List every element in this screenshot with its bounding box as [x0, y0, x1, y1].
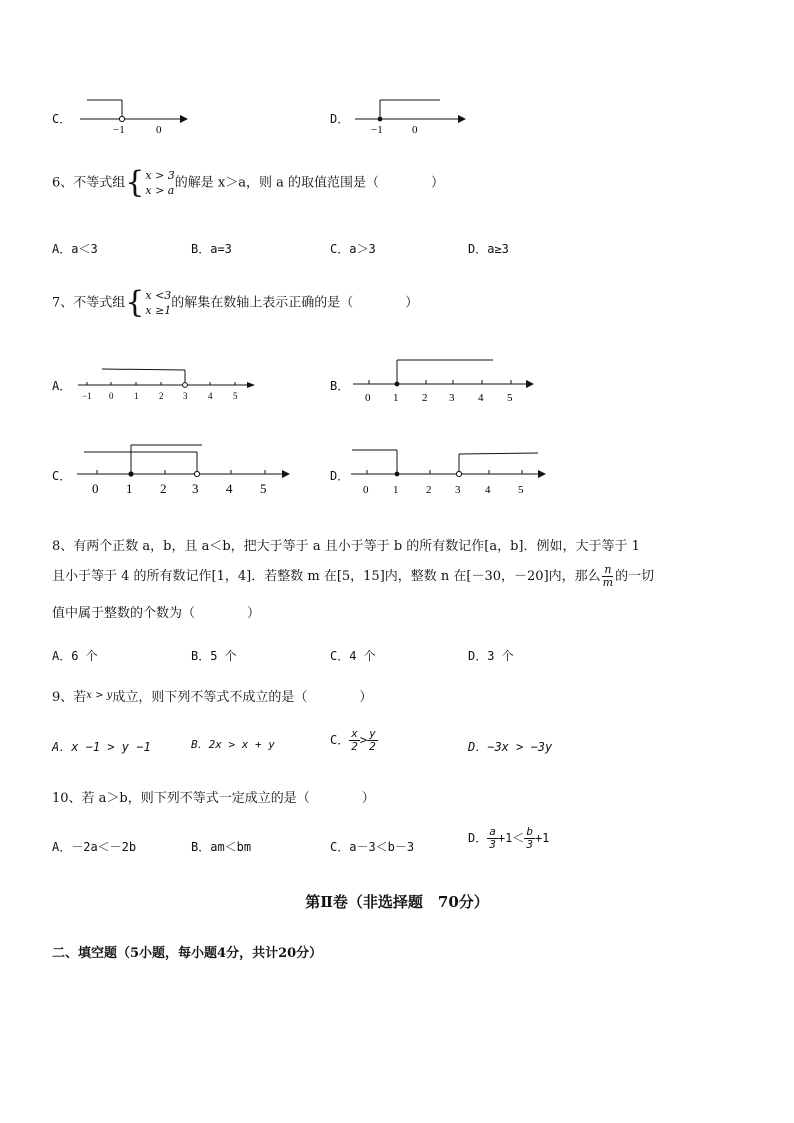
- q7b-tick-4: 4: [478, 392, 484, 404]
- q7c-tick-2: 2: [160, 481, 167, 496]
- q10-option-d-prefix: D．: [468, 831, 488, 845]
- q8-fraction-denominator: m: [602, 576, 614, 589]
- section2-part-title: 二、填空题（5小题，每小题4分，共计20分）: [52, 946, 323, 961]
- q8-line3: 值中属于整数的个数为（ ）: [52, 606, 261, 621]
- q7a-tick-2: 2: [159, 391, 164, 401]
- q5-d-tick-neg1: −1: [371, 124, 383, 136]
- q7-stem: [52, 285, 419, 320]
- q7a-tick-0: 0: [109, 391, 114, 401]
- q7d-tick-1: 1: [393, 484, 399, 496]
- q8-fraction: [601, 564, 615, 589]
- q7-option-c-number-line: [72, 438, 297, 498]
- q7-system: [145, 288, 171, 318]
- q7-option-b-label[interactable]: B．: [330, 379, 350, 393]
- q7-system-line1: x <3: [145, 289, 172, 302]
- q7-option-b-number-line: [348, 352, 543, 407]
- q7c-tick-4: 4: [226, 481, 233, 496]
- q7-option-a-label[interactable]: A．: [52, 379, 72, 393]
- q8-line2-suffix: 的一切: [615, 569, 655, 584]
- q7d-tick-5: 5: [518, 484, 524, 496]
- q7a-tick-5: 5: [233, 391, 238, 401]
- q8-option-b[interactable]: B．5 个: [191, 649, 237, 663]
- q8-option-a[interactable]: A．6 个: [52, 649, 98, 663]
- q7b-tick-3: 3: [449, 392, 455, 404]
- q7-system-line2: x ≥1: [145, 304, 172, 317]
- q5-option-c-number-line: [70, 92, 200, 137]
- q6-system-line1: x > 3: [145, 169, 175, 182]
- q8-option-d[interactable]: D．3 个: [468, 649, 514, 663]
- q7d-tick-4: 4: [485, 484, 491, 496]
- q7-stem-suffix: 的解集在数轴上表示正确的是（ ）: [171, 295, 419, 311]
- q9-stem-prefix: 9、若: [52, 690, 87, 705]
- q10-d-frac2: $\frac{b}{3}$: [526, 825, 533, 851]
- q7d-tick-0: 0: [363, 484, 369, 496]
- q8-line2-prefix: 且小于等于 4 的所有数记作[1，4]．若整数 m 在[5，15]内，整数 n 在[－30，－20]内，那么: [52, 569, 601, 584]
- q9-option-d[interactable]: D．−3x > −3y: [468, 740, 553, 754]
- q10-d-end: +1: [534, 831, 550, 845]
- q7b-tick-0: 0: [365, 392, 371, 404]
- q8-option-c[interactable]: C．4 个: [330, 649, 376, 663]
- q7b-tick-5: 5: [507, 392, 513, 404]
- q8-line2: [52, 562, 654, 592]
- q6-option-a[interactable]: A．a＜3: [52, 242, 98, 256]
- q9-c-frac2: $\frac{y}{2}$: [369, 727, 376, 753]
- q7c-tick-1: 1: [126, 481, 133, 496]
- q7b-tick-2: 2: [422, 392, 428, 404]
- q9-c-frac1: $\frac{x}{2}$: [351, 727, 358, 753]
- q7-option-d-number-line: [346, 442, 556, 500]
- q6-option-d[interactable]: D．a≥3: [468, 242, 509, 256]
- q10-d-middle: +1＜: [497, 831, 525, 845]
- q10-option-c[interactable]: C．a－3＜b－3: [330, 840, 415, 854]
- q7b-tick-1: 1: [393, 392, 399, 404]
- q6-stem: [52, 165, 445, 200]
- q7d-tick-2: 2: [426, 484, 432, 496]
- q7a-tick-1: 1: [134, 391, 139, 401]
- q6-stem-prefix: 6、不等式组: [52, 175, 126, 191]
- q6-stem-suffix: 的解是 x＞a，则 a 的取值范围是（ ）: [174, 175, 445, 191]
- q7d-tick-3: 3: [455, 484, 461, 496]
- q5-option-d-number-line: [350, 92, 480, 137]
- q9-option-b[interactable]: B．2x > x + y: [191, 738, 275, 751]
- q8-fraction-numerator: n: [604, 563, 612, 576]
- q7a-tick-4: 4: [208, 391, 213, 401]
- section2-title: 第Ⅱ卷（非选择题 70分）: [305, 893, 489, 911]
- q5-c-tick-neg1: −1: [113, 124, 125, 136]
- q10-option-a[interactable]: A．－2a＜－2b: [52, 840, 137, 854]
- q7a-tick-neg1: −1: [82, 391, 92, 401]
- q9-condition: x > y: [86, 690, 113, 701]
- q7a-tick-3: 3: [183, 391, 188, 401]
- q5-option-c-label: C．: [52, 112, 72, 126]
- q8-line1: 8、有两个正数 a，b，且 a＜b，把大于等于 a 且小于等于 b 的所有数记作[a，b]．例如，大于等于 1: [52, 539, 640, 554]
- q10-stem: 10、若 a＞b，则下列不等式一定成立的是（ ）: [52, 791, 375, 806]
- q9-stem-suffix: 成立，则下列不等式不成立的是（ ）: [112, 690, 373, 705]
- q7c-tick-3: 3: [192, 481, 199, 496]
- q6-option-c[interactable]: C．a＞3: [330, 242, 376, 256]
- q5-option-d-label: D．: [330, 112, 350, 126]
- q7-stem-prefix: 7、不等式组: [52, 295, 126, 311]
- q7c-tick-5: 5: [260, 481, 267, 496]
- q7-brace: {: [125, 285, 145, 320]
- q6-system-line2: x > a: [145, 184, 175, 197]
- q9-option-a[interactable]: A．x −1 > y −1: [52, 740, 151, 754]
- q7c-tick-0: 0: [92, 481, 99, 496]
- q5-c-tick-0: 0: [156, 124, 162, 136]
- q5-d-tick-0: 0: [412, 124, 418, 136]
- q6-option-b[interactable]: B．a=3: [191, 242, 232, 256]
- q7-option-d-label[interactable]: D．: [330, 469, 350, 483]
- q6-system: [145, 168, 174, 198]
- q9-option-c[interactable]: [330, 728, 378, 753]
- q10-option-b[interactable]: B．am＜bm: [191, 840, 252, 854]
- q6-brace: {: [125, 165, 145, 200]
- q10-d-frac1: $\frac{a}{3}$: [489, 825, 496, 851]
- q7-option-a-number-line: [72, 360, 262, 405]
- q9-c-operator: >: [359, 733, 368, 747]
- q9-stem: [52, 686, 372, 705]
- q9-option-c-prefix: C．: [330, 733, 350, 747]
- q7-option-c-label[interactable]: C．: [52, 469, 72, 483]
- q10-option-d[interactable]: [468, 826, 549, 851]
